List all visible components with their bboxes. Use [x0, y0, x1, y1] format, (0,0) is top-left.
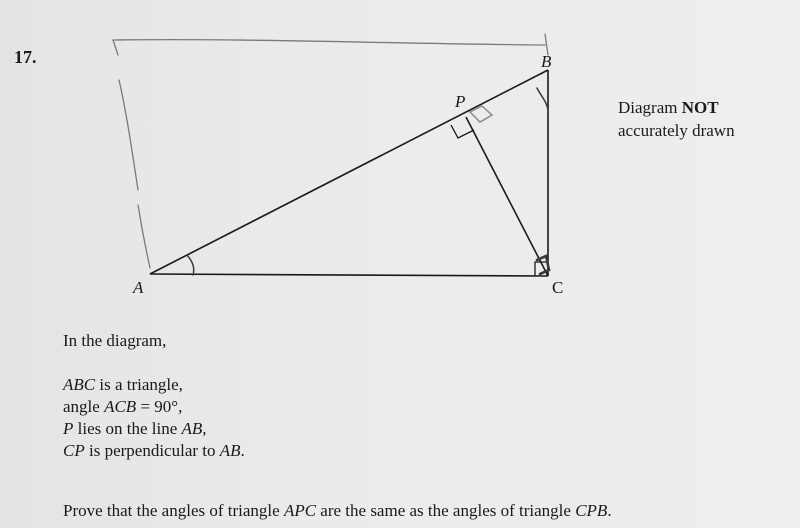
side-ab [150, 70, 548, 274]
given-line-1: ABC is a triangle, [63, 375, 183, 394]
angle-mark-a [187, 255, 194, 275]
segment-cp [466, 117, 548, 276]
given-line-4: CP is perpendicular to AB. [63, 441, 245, 460]
given-line-3: P lies on the line AB, [63, 419, 207, 438]
angle-mark-b [537, 88, 548, 110]
intro-text: In the diagram, [63, 331, 167, 350]
prove-statement: Prove that the angles of triangle APC are the same as the angles of triangle CPB. [63, 501, 612, 520]
note-line-1: Diagram NOT [618, 98, 719, 117]
given-list [63, 374, 245, 462]
point-label-a: A [133, 278, 144, 297]
angle-annotations [187, 88, 549, 275]
right-angle-marks [451, 125, 548, 276]
question-number: 17. [14, 47, 37, 67]
given-line-2: angle ACB = 90°, [63, 397, 183, 416]
diagram-note [618, 96, 735, 142]
point-label-c: C [552, 278, 564, 297]
triangle-abc [150, 70, 548, 276]
point-label-b: B [541, 52, 552, 71]
note-line-2: accurately drawn [618, 121, 735, 140]
point-label-p: P [455, 92, 466, 111]
side-ac [150, 274, 548, 276]
